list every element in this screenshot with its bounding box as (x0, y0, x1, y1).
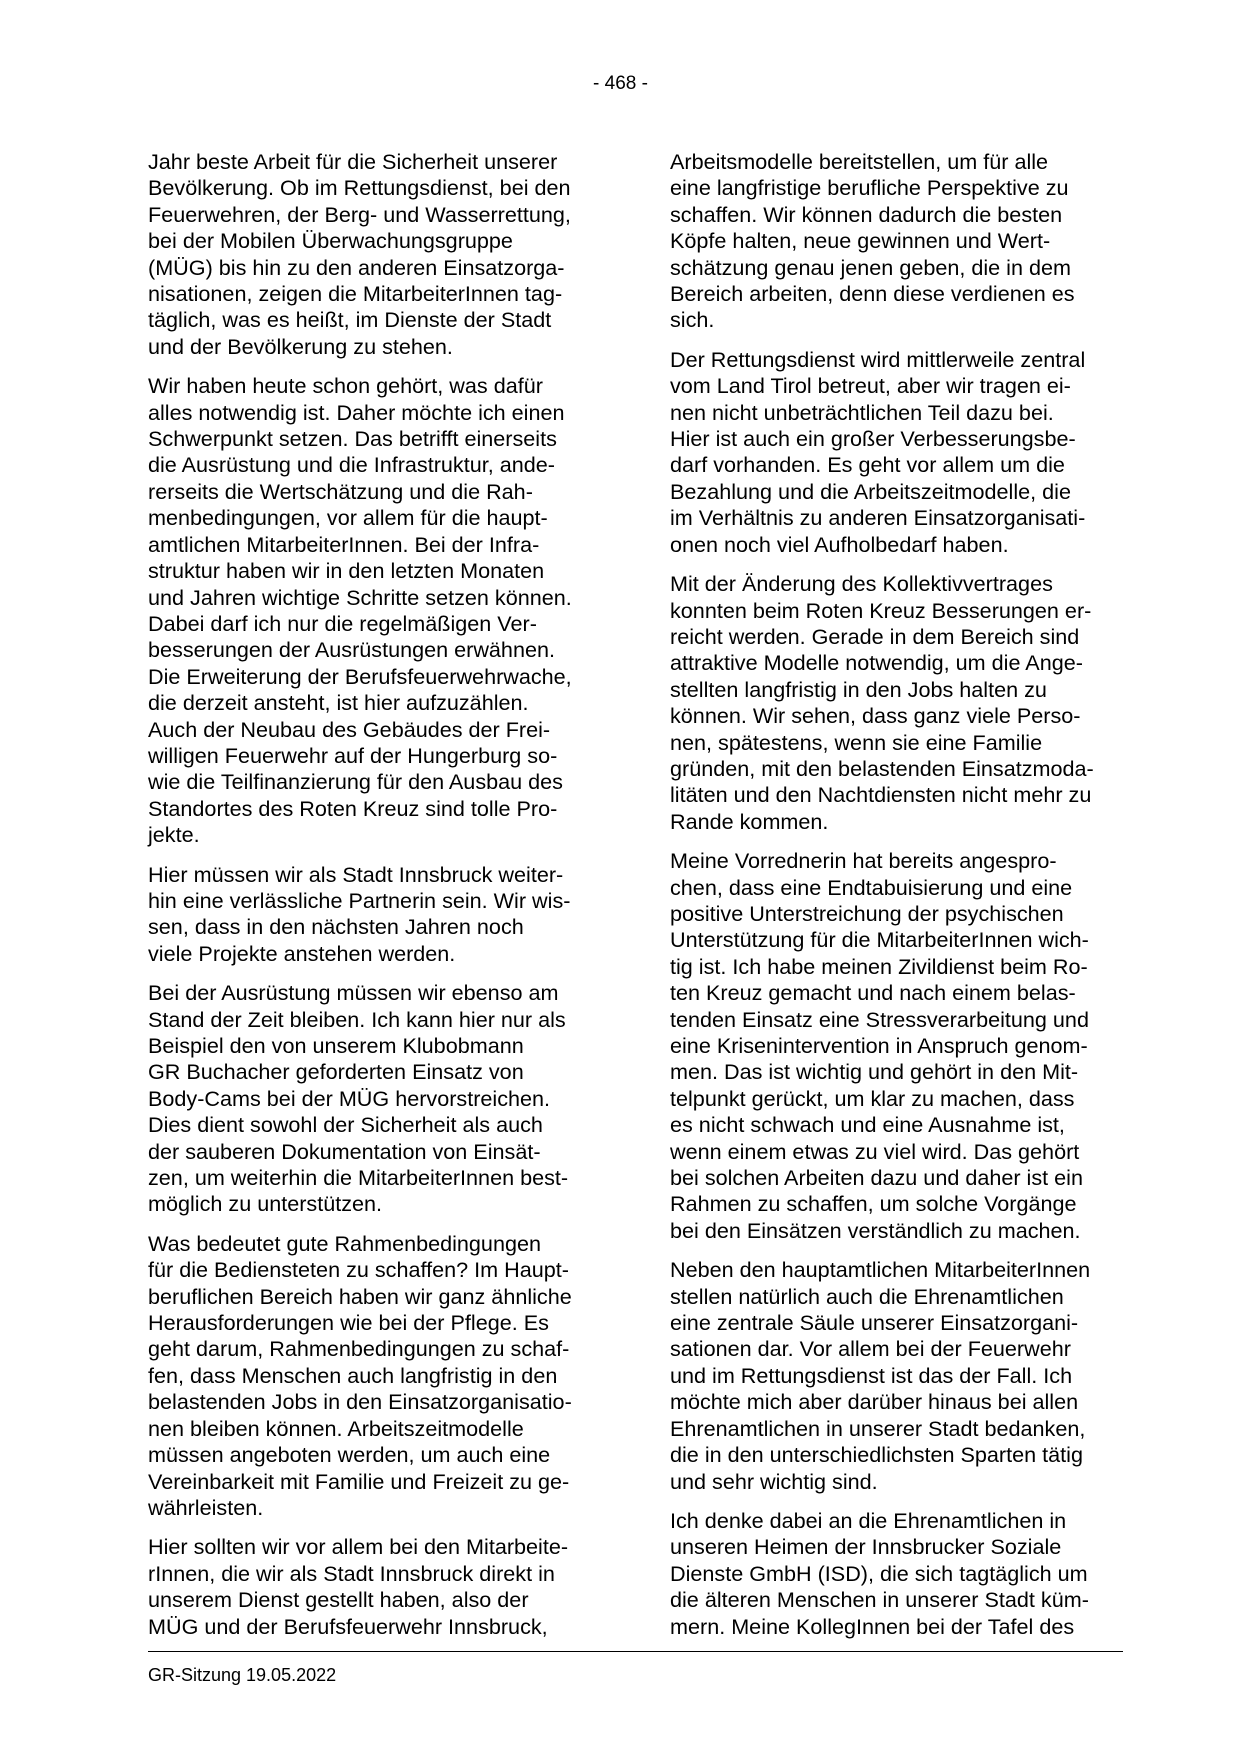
paragraph (148, 1231, 603, 1521)
text-line: struktur haben wir in den letzten Monaten (148, 558, 545, 584)
text-line: men. Das ist wichtig und gehört in den Mit- (670, 1059, 1079, 1085)
text-line: Der Rettungsdienst wird mittlerweile zentral (670, 346, 1086, 372)
text-line: währleisten. (148, 1494, 264, 1520)
right-column (670, 149, 1122, 1653)
text-line: rerseits die Wertschätzung und die Rah- (148, 478, 533, 504)
paragraph (670, 1508, 1122, 1640)
text-line: und sehr wichtig sind. (670, 1468, 878, 1494)
text-line: der sauberen Dokumentation von Einsät- (148, 1138, 541, 1164)
text-line: möglich zu unterstützen. (148, 1191, 383, 1217)
text-line: bei solchen Arbeiten dazu und daher ist ein (670, 1165, 1083, 1191)
text-line: willigen Feuerwehr auf der Hungerburg so- (148, 742, 558, 768)
text-line: Mit der Änderung des Kollektivvertrages (670, 571, 1053, 597)
text-line: viele Projekte anstehen werden. (148, 940, 456, 966)
text-line: Bevölkerung. Ob im Rettungsdienst, bei den (148, 175, 571, 201)
text-line: (MÜG) bis hin zu den anderen Einsatzorga- (148, 254, 565, 280)
text-line: fen, dass Menschen auch langfristig in den (148, 1362, 558, 1388)
text-line: jekte. (148, 822, 200, 848)
text-line: Herausforderungen wie bei der Pflege. Es (148, 1310, 549, 1336)
text-line: gründen, mit den belastenden Einsatzmoda- (670, 755, 1094, 781)
text-line: Köpfe halten, neue gewinnen und Wert- (670, 228, 1051, 254)
text-line: Schwerpunkt setzen. Das betrifft einerseits (148, 426, 557, 452)
text-line: MÜG und der Berufsfeuerwehr Innsbruck, (148, 1613, 548, 1639)
text-line: täglich, was es heißt, im Dienste der Stadt (148, 307, 552, 333)
text-line: darf vorhanden. Es geht vor allem um die (670, 452, 1065, 478)
text-line: positive Unterstreichung der psychischen (670, 900, 1064, 926)
text-line: und der Bevölkerung zu stehen. (148, 333, 453, 359)
text-line: Bereich arbeiten, denn diese verdienen es (670, 281, 1075, 307)
text-line: Rahmen zu schaffen, um solche Vorgänge (670, 1191, 1077, 1217)
text-line: nen bleiben können. Arbeitszeitmodelle (148, 1415, 524, 1441)
paragraph (148, 373, 603, 848)
text-line: Jahr beste Arbeit für die Sicherheit unserer (148, 149, 558, 174)
text-line: Dienste GmbH (ISD), die sich tagtäglich um (670, 1560, 1088, 1586)
text-line: Rande kommen. (670, 808, 829, 834)
text-line: chen, dass eine Endtabuisierung und eine (670, 874, 1073, 900)
text-line: es nicht schwach und eine Ausnahme ist, (670, 1112, 1065, 1138)
text-line: Ich denke dabei an die Ehrenamtlichen in (670, 1507, 1067, 1533)
text-line: im Verhältnis zu anderen Einsatzorganisati- (670, 505, 1086, 531)
text-line: sen, dass in den nächsten Jahren noch (148, 914, 524, 940)
text-line: sationen dar. Vor allem bei der Feuerwehr (670, 1336, 1071, 1362)
text-line: amtlichen MitarbeiterInnen. Bei der Infra- (148, 531, 540, 557)
text-line: stellten langfristig in den Jobs halten zu (670, 676, 1047, 702)
paragraph (148, 980, 603, 1218)
footer-divider (148, 1651, 1123, 1652)
text-line: stellen natürlich auch die Ehrenamtlichen (670, 1283, 1064, 1309)
text-line: und im Rettungsdienst ist das der Fall. Ich (670, 1362, 1073, 1388)
text-line: tenden Einsatz eine Stressverarbeitung und (670, 1006, 1089, 1032)
text-line: Dabei darf ich nur die regelmäßigen Ver- (148, 610, 537, 636)
text-line: menbedingungen, vor allem für die haupt- (148, 505, 548, 531)
text-line: Die Erweiterung der Berufsfeuerwehrwache, (148, 663, 572, 689)
text-line: konnten beim Roten Kreuz Besserungen er- (670, 597, 1092, 623)
text-line: bei den Einsätzen verständlich zu machen. (670, 1217, 1081, 1243)
text-line: Bei der Ausrüstung müssen wir ebenso am (148, 980, 559, 1006)
text-line: schätzung genau jenen geben, die in dem (670, 254, 1071, 280)
text-line: wenn einem etwas zu viel wird. Das gehört (670, 1138, 1080, 1164)
text-line: und Jahren wichtige Schritte setzen können. (148, 584, 572, 610)
text-line: mern. Meine KollegInnen bei der Tafel des (670, 1613, 1075, 1639)
text-line: geht darum, Rahmenbedingungen zu schaf- (148, 1336, 570, 1362)
paragraph (670, 347, 1122, 558)
paragraph (670, 848, 1122, 1244)
text-line: Standortes des Roten Kreuz sind tolle Pro- (148, 795, 558, 821)
text-line: GR Buchacher geforderten Einsatz von (148, 1059, 524, 1085)
text-line: tig ist. Ich habe meinen Zivildienst beim Ro- (670, 953, 1088, 979)
text-line: die Ausrüstung und die Infrastruktur, ande- (148, 452, 555, 478)
text-line: Hier sollten wir vor allem bei den Mitarbeite- (148, 1534, 569, 1560)
text-line: Wir haben heute schon gehört, was dafür (148, 373, 543, 399)
text-line: beruflichen Bereich haben wir ganz ähnliche (148, 1283, 572, 1309)
paragraph (148, 862, 603, 968)
paragraph (148, 1534, 603, 1640)
text-line: für die Bediensteten zu schaffen? Im Haupt- (148, 1257, 569, 1283)
text-line: alles notwendig ist. Daher möchte ich einen (148, 399, 565, 425)
text-line: litäten und den Nachtdiensten nicht mehr zu (670, 782, 1092, 808)
text-line: reicht werden. Gerade in dem Bereich sind (670, 623, 1080, 649)
text-line: unseren Heimen der Innsbrucker Soziale (670, 1534, 1062, 1560)
text-line: telpunkt gerückt, um klar zu machen, dass (670, 1085, 1075, 1111)
text-line: besserungen der Ausrüstungen erwähnen. (148, 637, 555, 663)
text-line: wie die Teilfinanzierung für den Ausbau des (148, 769, 563, 795)
text-line: Hier müssen wir als Stadt Innsbruck weiter- (148, 861, 564, 887)
text-line: Ehrenamtlichen in unserer Stadt bedanken, (670, 1415, 1086, 1441)
text-line: Feuerwehren, der Berg- und Wasserrettung, (148, 201, 571, 227)
text-line: können. Wir sehen, dass ganz viele Perso- (670, 703, 1081, 729)
text-line: unserem Dienst gestellt haben, also der (148, 1587, 529, 1613)
footer-session-date: GR-Sitzung 19.05.2022 (148, 1665, 337, 1685)
text-line: die älteren Menschen in unserer Stadt küm- (670, 1587, 1089, 1613)
text-line: sich. (670, 307, 715, 333)
text-line: Meine Vorrednerin hat bereits angespro- (670, 848, 1057, 874)
page-number: - 468 - (593, 73, 648, 94)
paragraph (670, 571, 1122, 835)
text-line: eine Krisenintervention in Anspruch genom- (670, 1033, 1088, 1058)
text-line: Auch der Neubau des Gebäudes der Frei- (148, 716, 551, 742)
text-line: Was bedeutet gute Rahmenbedingungen (148, 1230, 541, 1256)
text-line: hin eine verlässliche Partnerin sein. Wir wis- (148, 887, 571, 913)
text-line: Arbeitsmodelle bereitstellen, um für alle (670, 149, 1049, 174)
text-line: nisationen, zeigen die MitarbeiterInnen tag- (148, 281, 563, 307)
text-line: eine zentrale Säule unserer Einsatzorgani- (670, 1310, 1079, 1336)
text-line: onen noch viel Aufholbedarf haben. (670, 531, 1009, 557)
text-line: nen, spätestens, wenn sie eine Familie (670, 729, 1043, 755)
text-line: zen, um weiterhin die MitarbeiterInnen best- (148, 1165, 569, 1191)
left-column (148, 149, 603, 1653)
text-line: Neben den hauptamtlichen MitarbeiterInnen (670, 1257, 1091, 1283)
text-line: Stand der Zeit bleiben. Ich kann hier nur als (148, 1006, 566, 1032)
text-line: Dies dient sowohl der Sicherheit als auch (148, 1112, 543, 1138)
paragraph (670, 149, 1122, 334)
text-line: rInnen, die wir als Stadt Innsbruck direkt in (148, 1560, 555, 1586)
paragraph (148, 149, 603, 360)
text-line: Unterstützung für die MitarbeiterInnen wich- (670, 927, 1089, 953)
text-line: attraktive Modelle notwendig, um die Ange- (670, 650, 1083, 676)
paragraph (670, 1257, 1122, 1495)
text-line: Beispiel den von unserem Klubobmann (148, 1033, 524, 1058)
text-line: die in den unterschiedlichsten Sparten tätig (670, 1442, 1083, 1468)
text-line: die derzeit ansteht, ist hier aufzuzählen. (148, 690, 529, 716)
text-line: belastenden Jobs in den Einsatzorganisatio- (148, 1389, 572, 1415)
text-line: nen nicht unbeträchtlichen Teil dazu bei. (670, 399, 1054, 425)
text-line: bei der Mobilen Überwachungsgruppe (148, 228, 513, 254)
text-line: eine langfristige berufliche Perspektive zu (670, 175, 1069, 201)
text-line: Vereinbarkeit mit Familie und Freizeit zu ge- (148, 1468, 570, 1494)
text-line: schaffen. Wir können dadurch die besten (670, 201, 1063, 227)
text-line: Body-Cams bei der MÜG hervorstreichen. (148, 1085, 551, 1111)
text-line: müssen angeboten werden, um auch eine (148, 1442, 551, 1468)
text-line: Bezahlung und die Arbeitszeitmodelle, die (670, 478, 1071, 504)
text-line: vom Land Tirol betreut, aber wir tragen ei- (670, 373, 1071, 399)
text-line: Hier ist auch ein großer Verbesserungsbe- (670, 426, 1076, 452)
text-line: ten Kreuz gemacht und nach einem belas- (670, 980, 1076, 1006)
text-line: möchte mich aber darüber hinaus bei allen (670, 1389, 1079, 1415)
